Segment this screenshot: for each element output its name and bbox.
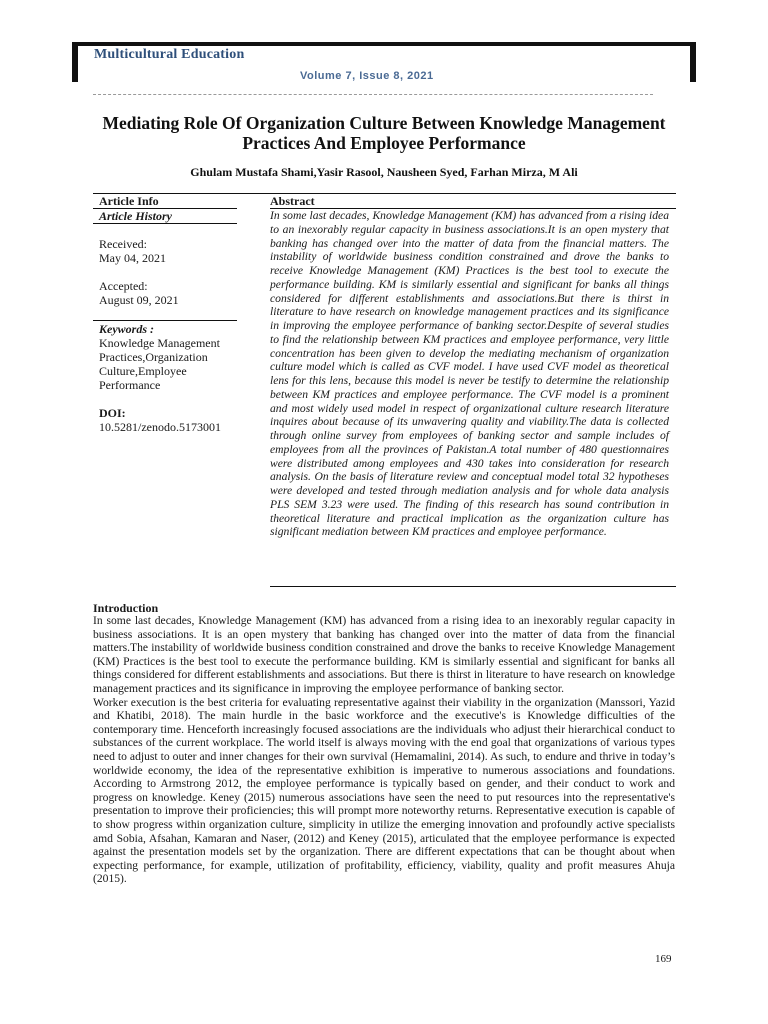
history-rule (93, 223, 237, 224)
header-frame-top (72, 42, 696, 46)
header-frame-left (72, 42, 78, 82)
abstract-bottom-rule (270, 586, 676, 587)
keywords-label: Keywords : (99, 322, 154, 336)
received-label: Received: (99, 237, 147, 251)
introduction-paragraph-1: In some last decades, Knowledge Management (KM) has advanced from a rising idea to an inexorably regular capacity in business associations. It is an open mystery that banking has changed over into the matter of data from the financial matters.The instability of worldwide business condition constrained and drove the banks to receive Knowledge Management (KM) Practices is the best tool to execute the performance building. KM is similarly essential and significant for banks all things considered for different establishments and associations. But there is thirst in literature to have research on knowledge management practices and its significance in improving the employee performance of banking sector. (93, 614, 675, 695)
introduction-heading: Introduction (93, 601, 159, 615)
introduction-body (93, 614, 675, 886)
article-authors: Ghulam Mustafa Shami,Yasir Rasool, Nausheen Syed, Farhan Mirza, M Ali (190, 165, 578, 179)
keywords-rule (93, 320, 237, 321)
header-frame-right (690, 42, 696, 82)
article-info-heading: Article Info (99, 194, 159, 208)
article-title: Mediating Role Of Organization Culture Between Knowledge Management Practices And Employee Performance (102, 113, 666, 153)
doi-label: DOI: (99, 406, 126, 420)
abstract-heading: Abstract (270, 194, 315, 208)
accepted-date: August 09, 2021 (99, 293, 179, 307)
introduction-paragraph-2: Worker execution is the best criteria for evaluating representative against their viability in the organization (Manssori, Yazid and Khatibi, 2018). The main hurdle in the basic workforce and the executive's is Knowledge difficulties of the contemporary time. Henceforth increasingly focused associations are the individuals who adjust their hierarchical conduct to substances of the current workplace. The world itself is always moving with the end goal that organizations of various types need to adjust to outer and inner changes for their own survival (Hemamalini, 2014). As such, to endure and thrive in today’s worldwide economy, the idea of the representative exhibition is imperative to numerous associations and foundations. According to Armstrong 2012, the employee performance is typically based on gender, and their conduct to work and progress on knowledge. Keney (2015) numerous associations have seen the need to put resources into the representative's presentation to improve their proficiencies; this will prompt more noteworthy returns. Representative execution is capable of to show progress within organization culture, simplicity in utilize the emerging innovation and profoundly active specialists amd Sobia, Afsahan, Kamaran and Naser, (2012) and Keney (2015), articulated that the employee performance is expected against the presentation models set by the organization. There are different expectations that can be thought about when expecting performance, for example, utilization of profitability, efficiency, viability, quality and profit measures Ahuja (2015). (93, 695, 675, 886)
article-history-label: Article History (99, 209, 172, 223)
header-divider (93, 94, 653, 95)
accepted-label: Accepted: (99, 279, 148, 293)
abstract-column (270, 193, 676, 208)
journal-name: Multicultural Education (94, 47, 245, 62)
volume-issue: Volume 7, Issue 8, 2021 (300, 70, 434, 82)
received-date: May 04, 2021 (99, 251, 166, 265)
keywords-list: Knowledge Management Practices,Organization Culture,Employee Performance (99, 336, 220, 392)
article-info-column (93, 193, 237, 208)
page-number: 169 (655, 953, 672, 965)
abstract-text: In some last decades, Knowledge Management (KM) has advanced from a rising idea to an inexorably regular capacity in business associations.It is an open mystery that banking has changed over into the matter of data from the financial matters. The instability of worldwide business condition constrained and drove the banks to receive Knowledge Management (KM) Practices is the best tool to execute the performance building. KM is similarly essential and significant for banks all things considered for different establishments and associations.But there is thirst in literature to have research on knowledge management practices and its significance in improving the employee performance of banking sector.Despite of several studies to find the relationship between KM practices and employee performance, very little concentration has been given to develop the mediating mechanism of organization culture model which is called as CVF model. I have used CVF model as theoretical lens for this lens, because this model is never be testify to determine the relationship between KM practices and employee performance. The CVF model is a prominent and most widely used model in respect of organizational culture research literature inquires about because of its unwavering quality and viability.The data is collected through online survey from employees of banking sector and sample includes of employees from all the provinces of Pakistan.A total number of 480 questionnaires were distributed among employees and 430 takes into consideration for research analysis. On the basis of literature review and conceptual model total 32 hypotheses were developed and tested through mediation analysis and for whole data analysis PLS SEM 3.23 were used. The finding of this research has sound contribution in theoretical literature and practical implication as the organization culture has significant mediation between KM practices and employee performance. (270, 209, 669, 539)
doi-value: 10.5281/zenodo.5173001 (99, 420, 221, 434)
